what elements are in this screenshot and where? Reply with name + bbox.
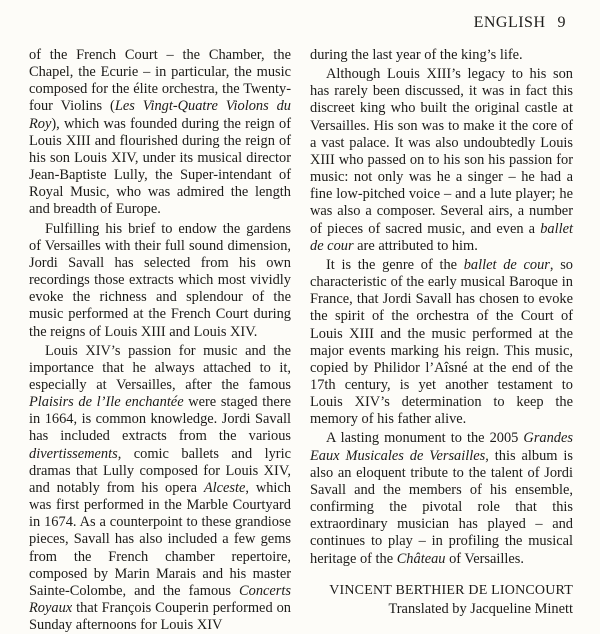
paragraph <box>29 47 291 219</box>
text-run: It is the genre of the <box>326 256 464 273</box>
italic-title: divertissements <box>29 445 118 462</box>
text-run: of the French Court – the Chamber, the Chapel, the Ecurie – in particular, the music composed for the élite orchestra, the Twenty-four Violins ( <box>29 47 291 115</box>
signature-block <box>310 582 573 618</box>
text-run: of Versailles. <box>445 550 524 567</box>
translator-credit: Translated by Jacqueline Minett <box>388 600 573 617</box>
paragraph: Fulfilling his brief to endow the gardens of Versailles with their full sound dimension, Jordi Savall has selected from his own recordings those extracts which most vividly evoke the richness and splendour of the music performed at the French Court during the reigns of Louis XIII and Louis XIV. <box>29 220 291 340</box>
italic-title: ballet de cour <box>463 256 550 273</box>
text-run: , so characteristic of the early musical Baroque in France, that Jordi Savall has chosen to evoke the spirit of the orchestra of the Court of Louis XIII and the music performed at the major events marking his reign. This music, copied by Philidor l’Aîsné at the end of the 17th century, is yet another testament to Louis XIV’s determination to keep the memory of his father alive. <box>310 256 573 428</box>
italic-title: Les Vingt-Quatre Violons du Roy <box>29 98 291 132</box>
italic-title: Plaisirs de l’Ile enchantée <box>29 394 184 411</box>
paragraph: during the last year of the king’s life. <box>310 47 523 63</box>
text-run: that François Couperin performed on Sunday afternoons for Louis XIV <box>29 600 291 634</box>
italic-title: Concerts Royaux <box>29 582 291 616</box>
text-run: ), which was founded during the reign of Louis XIII and flourished during the reign of his son Louis XIV, under its musical director Jean-Baptiste Lully, the Super-intendant of Royal Music, who was admired the length and breadth of Europe. <box>29 115 291 218</box>
page-header <box>474 14 566 32</box>
left-column <box>29 47 291 634</box>
text-run: are attributed to him. <box>353 237 478 254</box>
paragraph <box>310 66 573 255</box>
text-run: A lasting monument to the 2005 <box>326 430 524 447</box>
paragraph <box>310 257 573 429</box>
text-run: , this album is also an eloquent tribute to the talent of Jordi Savall and the members of his ensemble, confirming the pivotal role that this extraordinary musician has played – and continues to play – in profiling the musical heritage of the <box>310 447 573 567</box>
author-name: VINCENT BERTHIER DE LIONCOURT <box>329 582 573 598</box>
right-column <box>310 47 573 618</box>
page-number: 9 <box>557 14 566 31</box>
text-run: Louis XIV’s passion for music and the importance that he always attached to it, especially at Versailles, after the famous <box>29 342 291 393</box>
paragraph <box>310 430 573 567</box>
italic-title: Grandes Eaux Musicales de Versailles <box>310 430 573 464</box>
text-run: Although Louis XIII’s legacy to his son has rarely been discussed, it was in fact this discreet king who built the original castle at Versailles. His son was to make it the core of a vast palace. It was also undoubtedly Louis XIII who passed on to his son his passion for music: not only was he a singer – he had a fine low-pitched voice – and a lute player; he was also a composer. Several airs, a number of pieces of sacred music, and even a <box>310 66 573 237</box>
italic-title: Alceste <box>203 479 246 496</box>
paragraph <box>29 343 291 634</box>
text-run: were staged there in 1664, is common knowledge. Jordi Savall has included extracts from the various <box>29 394 292 445</box>
italic-title: ballet de cour <box>310 220 573 254</box>
language-label: ENGLISH <box>473 14 546 31</box>
text-run: , comic ballets and lyric dramas that Lully composed for Louis XIV, and notably from his opera <box>29 445 291 496</box>
text-run: , which was first performed in the Marble Courtyard in 1674. As a counterpoint to these grandiose pieces, Savall has also included a few gems from the French chamber repertoire, composed by Marin Marais and his master Sainte-Colombe, and the famous <box>29 479 291 599</box>
italic-title: Château <box>396 550 446 567</box>
